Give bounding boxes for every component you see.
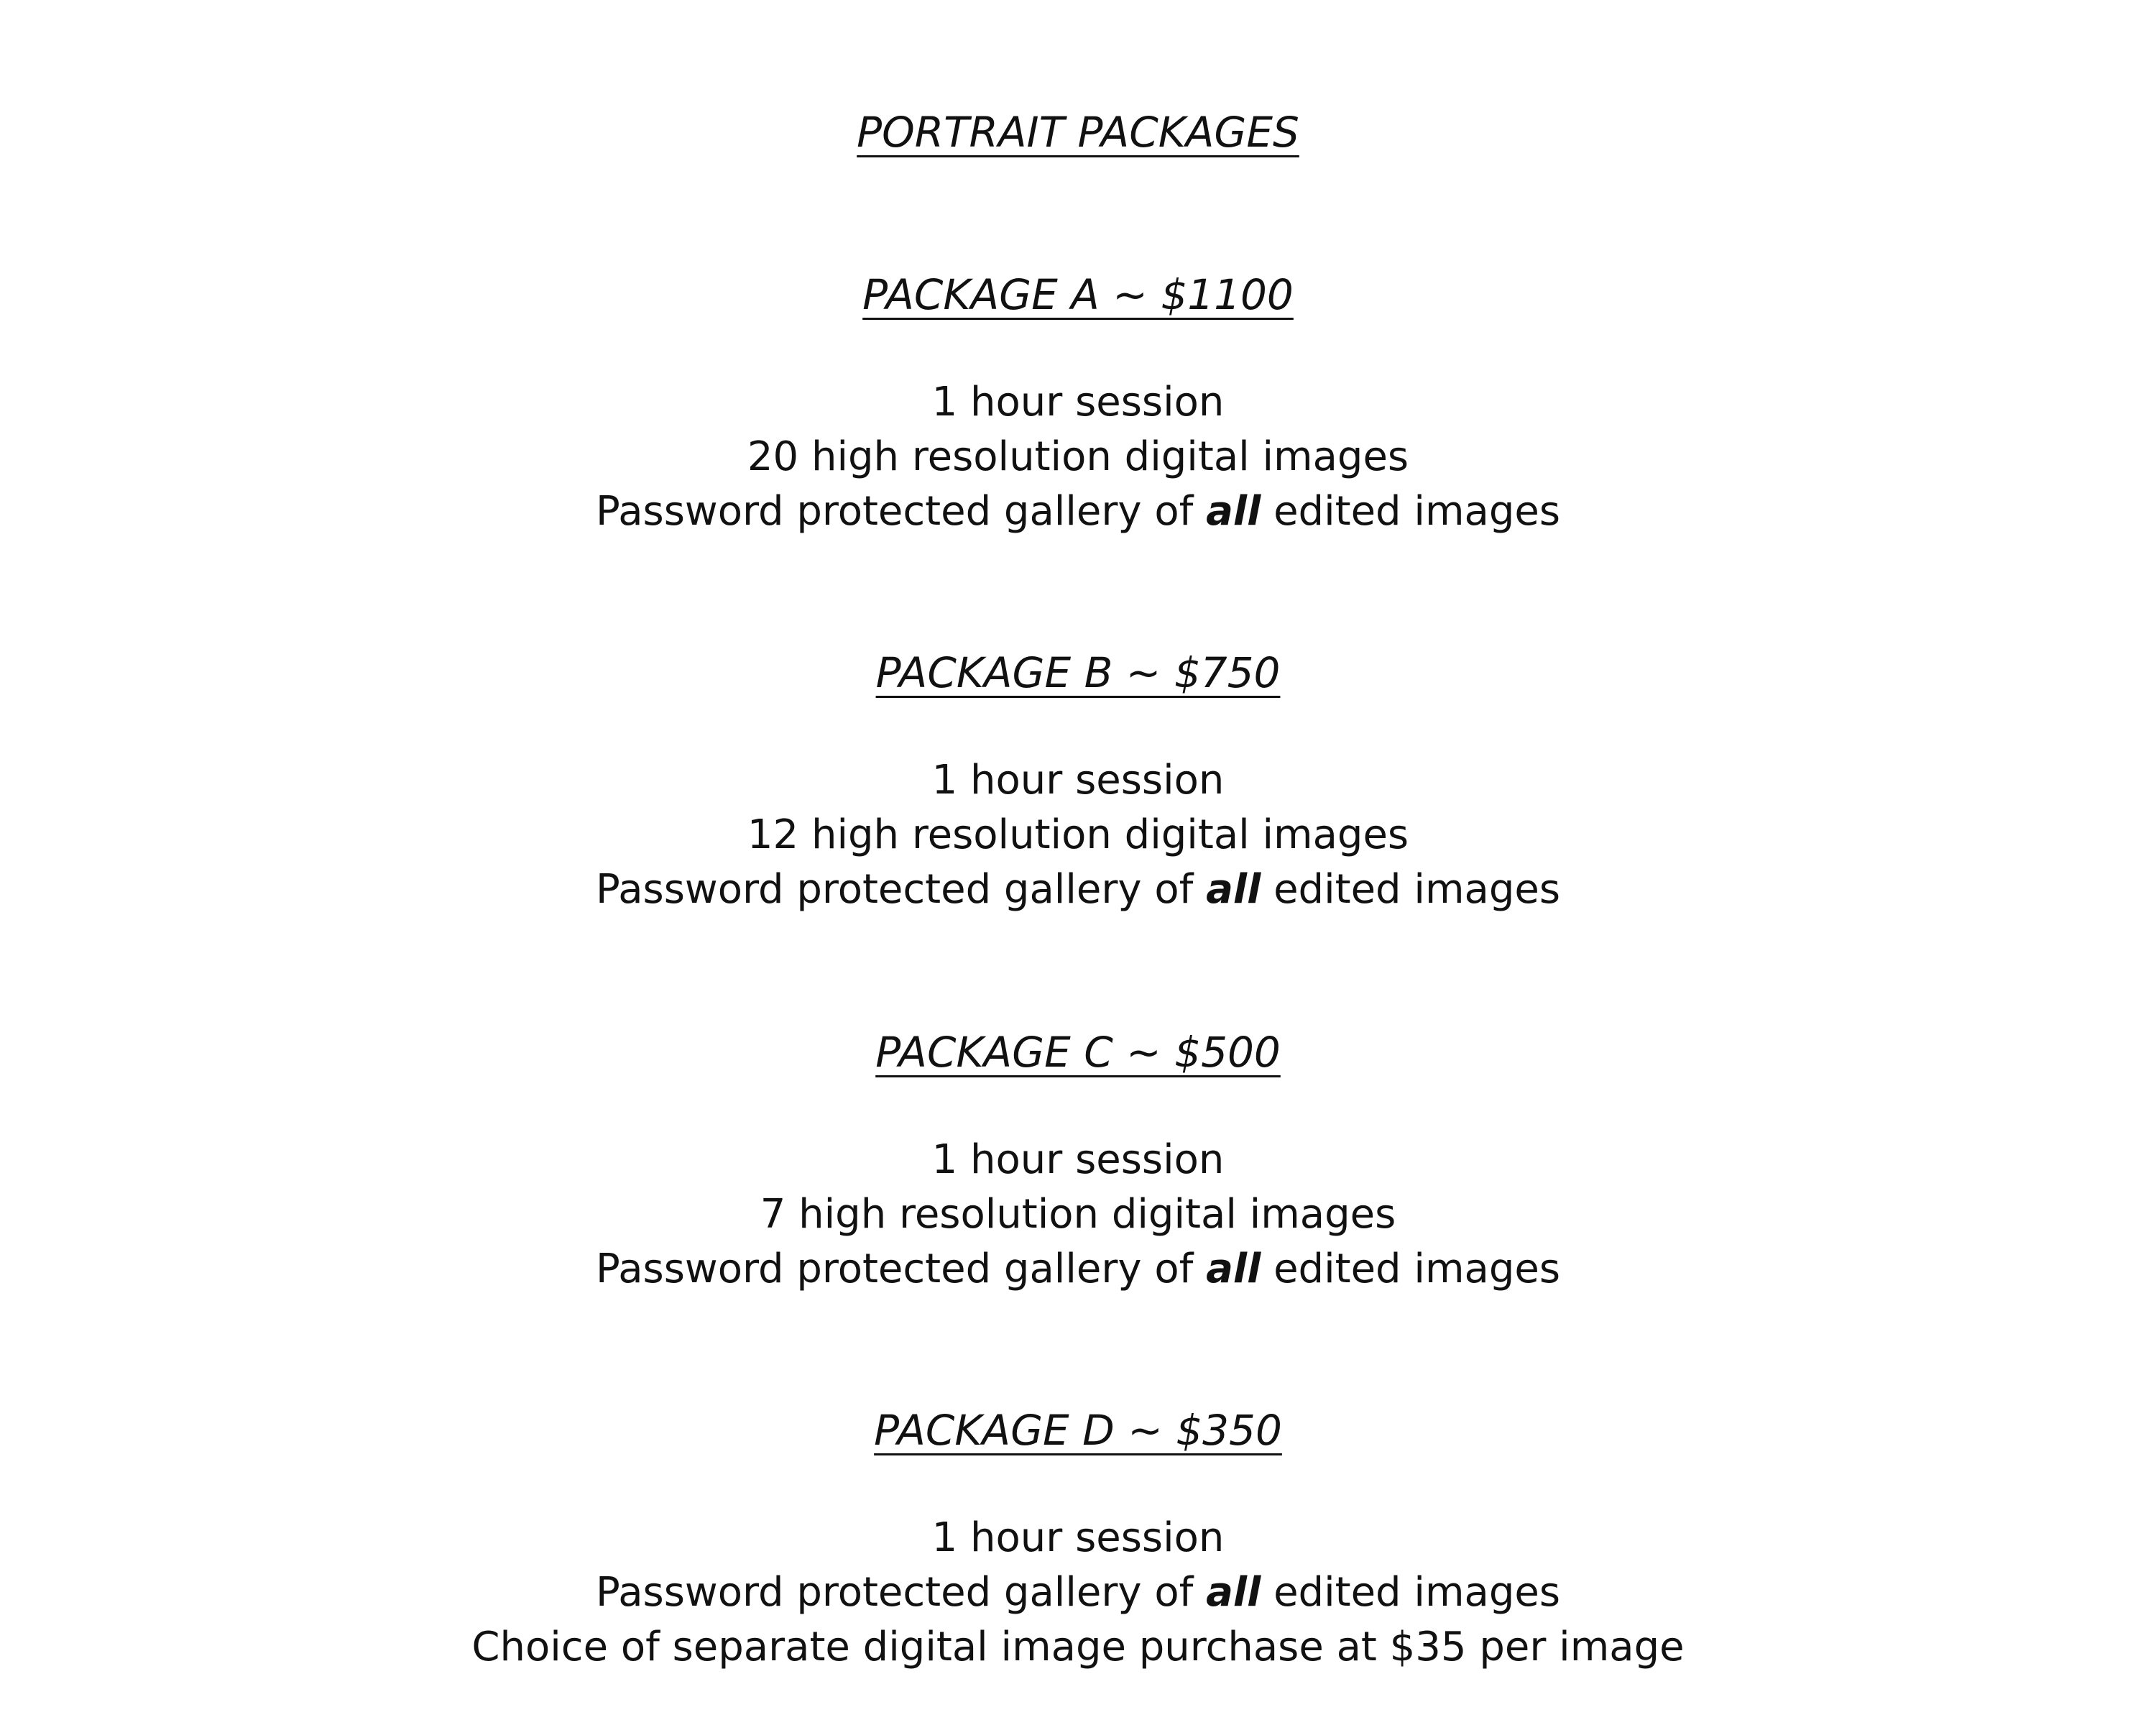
package-a-session: 1 hour session bbox=[931, 379, 1225, 426]
gallery-text-end: edited images bbox=[1261, 866, 1560, 913]
package-c-gallery bbox=[0, 1242, 2156, 1297]
gallery-text-start: Password protected gallery of bbox=[595, 1246, 1207, 1292]
package-a bbox=[0, 267, 2156, 539]
package-d-gallery bbox=[0, 1565, 2156, 1620]
gallery-text-start: Password protected gallery of bbox=[595, 488, 1207, 535]
gallery-emphasis: all bbox=[1206, 488, 1261, 535]
package-a-heading: PACKAGE A ~ $1100 bbox=[862, 270, 1294, 319]
package-b-gallery bbox=[0, 862, 2156, 917]
package-c-session: 1 hour session bbox=[931, 1136, 1225, 1183]
package-a-gallery bbox=[0, 484, 2156, 539]
package-d-session: 1 hour session bbox=[931, 1514, 1225, 1561]
package-b-session: 1 hour session bbox=[931, 757, 1225, 804]
package-d bbox=[0, 1403, 2156, 1675]
package-d-heading: PACKAGE D ~ $350 bbox=[874, 1406, 1282, 1455]
package-b-heading: PACKAGE B ~ $750 bbox=[875, 648, 1281, 697]
gallery-emphasis: all bbox=[1206, 866, 1261, 913]
gallery-text-end: edited images bbox=[1261, 1246, 1560, 1292]
package-c-images: 7 high resolution digital images bbox=[760, 1191, 1396, 1238]
page-title: PORTRAIT PACKAGES bbox=[857, 108, 1299, 157]
gallery-text-start: Password protected gallery of bbox=[595, 866, 1207, 913]
package-d-extra: Choice of separate digital image purchase at $35 per image bbox=[471, 1624, 1685, 1670]
package-a-images: 20 high resolution digital images bbox=[747, 433, 1409, 480]
package-b bbox=[0, 645, 2156, 917]
package-b-images: 12 high resolution digital images bbox=[747, 811, 1409, 858]
gallery-emphasis: all bbox=[1206, 1246, 1261, 1292]
gallery-text-start: Password protected gallery of bbox=[595, 1569, 1207, 1616]
gallery-text-end: edited images bbox=[1261, 1569, 1560, 1616]
gallery-text-end: edited images bbox=[1261, 488, 1560, 535]
gallery-emphasis: all bbox=[1206, 1569, 1261, 1616]
package-c bbox=[0, 1025, 2156, 1297]
package-c-heading: PACKAGE C ~ $500 bbox=[875, 1028, 1281, 1077]
